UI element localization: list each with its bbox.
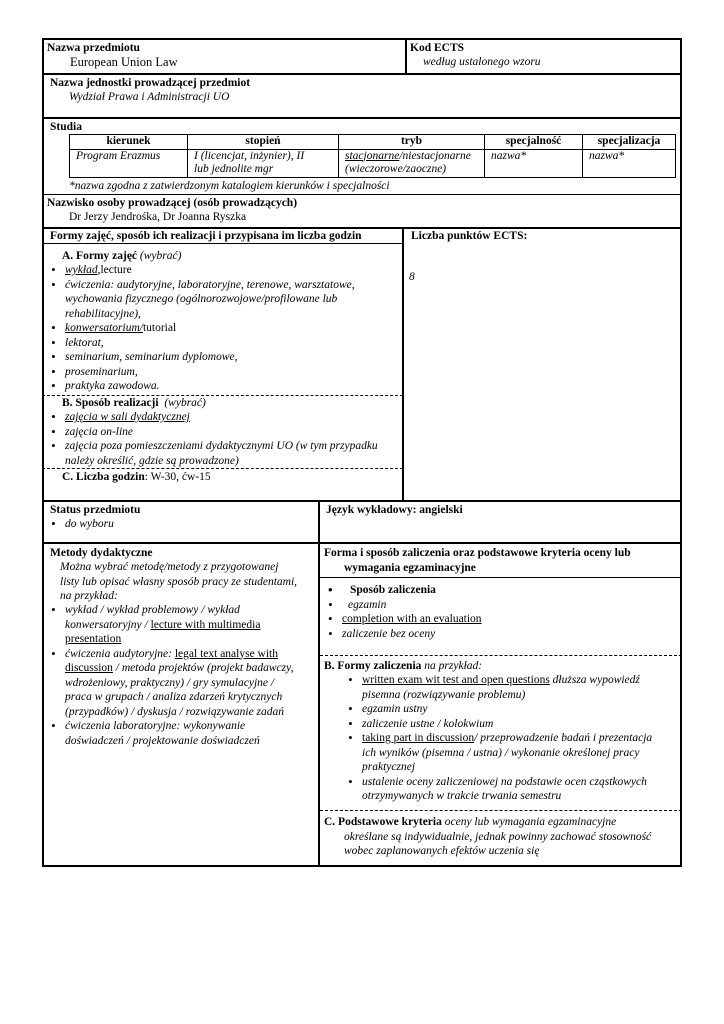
list-item: • seminarium, seminarium dyplomowe,	[47, 350, 397, 365]
list-item: • zajęcia on-line	[47, 425, 402, 440]
divider	[405, 38, 407, 74]
methods-list	[47, 603, 315, 748]
ects-points-label: Liczba punktów ECTS:	[411, 230, 528, 242]
studia-footnote: *nazwa zgodna z zatwierdzonym katalogiem kierunków i specjalności	[69, 180, 390, 192]
list-item: • wykład,lecture	[47, 263, 397, 278]
lecturers-value: Dr Jerzy Jendrośka, Dr Joanna Ryszka	[69, 211, 247, 223]
dashed-divider	[42, 468, 403, 469]
studia-label: Studia	[50, 121, 82, 133]
studia-table	[69, 134, 676, 178]
list-item: • ćwiczenia: audytoryjne, laboratoryjne, terenowe, warsztatowe, wychowania fizycznego (ogólnorozwojowe/profilowane lub rehabilitacyjne),	[47, 278, 397, 322]
divider	[42, 542, 682, 544]
assessment-b-list	[344, 673, 682, 804]
unit-value: Wydział Prawa i Administracji UO	[69, 91, 230, 103]
language-label: Język wykładowy: angielski	[326, 504, 463, 516]
list-item: • proseminarium,	[47, 365, 397, 380]
forms-a-title: A. Formy zajęć (wybrać)	[62, 250, 182, 262]
list-item: • taking part in discussion/ przeprowadzenie badań i prezentacja ich wyników (pisemna / ustna) / wykonanie określonej pracy praktycznej	[344, 731, 682, 775]
status-label: Status przedmiotu	[50, 504, 141, 516]
cell-specjalnosc: nazwa*	[485, 149, 583, 177]
forms-b-list	[47, 410, 402, 468]
list-item: • egzamin	[324, 598, 679, 613]
list-item: • praktyka zawodowa.	[47, 379, 397, 394]
forms-a-list	[47, 263, 397, 394]
list-item: • zaliczenie bez oceny	[324, 627, 679, 642]
subject-label: Nazwa przedmiotu	[47, 42, 140, 54]
list-item: • completion with an evaluation	[324, 612, 679, 627]
divider	[42, 194, 682, 195]
list-item: • ćwiczenia laboratoryjne: wykonywanie doświadczeń / projektowanie doświadczeń	[47, 719, 315, 748]
divider	[402, 227, 404, 501]
methods-intro: Można wybrać metodę/metody z przygotowanej listy lub opisać własny sposób pracy ze studentami, na przykład:	[60, 561, 298, 602]
list-item: • lektorat,	[47, 336, 397, 351]
col-kierunek: kierunek	[70, 135, 188, 150]
cell-specjalizacja: nazwa*	[583, 149, 676, 177]
dashed-divider	[320, 655, 682, 656]
col-tryb: tryb	[339, 135, 485, 150]
col-specjalnosc: specjalność	[485, 135, 583, 150]
divider	[318, 500, 320, 867]
forms-c-hours: C. Liczba godzin: W-30, ćw-15	[62, 471, 211, 483]
cell-stopien: I (licencjat, inżynier), II lub jednolite mgr	[188, 149, 339, 177]
list-item: • zajęcia w sali dydaktycznej	[47, 410, 402, 425]
subject-value: European Union Law	[70, 55, 178, 69]
unit-label: Nazwa jednostki prowadzącej przedmiot	[50, 77, 251, 89]
list-item: • egzamin ustny	[344, 702, 682, 717]
status-list	[47, 517, 307, 532]
lecturers-label: Nazwisko osoby prowadzącej (osób prowadzących)	[47, 197, 298, 209]
cell-kierunek: Program Erazmus	[70, 149, 188, 177]
assessment-a-list	[324, 583, 679, 641]
ects-code-value: według ustalonego wzoru	[423, 56, 541, 68]
ects-code-label: Kod ECTS	[410, 42, 465, 54]
col-specjalizacja: specjalizacja	[583, 135, 676, 150]
list-item: • zaliczenie ustne / kolokwium	[344, 717, 682, 732]
dashed-divider	[320, 810, 682, 811]
assessment-c: C. Podstawowe kryteria oceny lub wymagania egzaminacyjne określane są indywidualnie, jednak powinny zachować stosowność wobec zaplanowanych efektów uczenia się	[324, 816, 652, 857]
assessment-b-title: B. Formy zaliczenia na przykład:	[324, 660, 483, 672]
list-item: • zajęcia poza pomieszczeniami dydaktycznymi UO (w tym przypadku należy określić, gdzie są prowadzone)	[47, 439, 402, 468]
col-stopien: stopień	[188, 135, 339, 150]
divider	[42, 73, 682, 75]
ects-points-value: 8	[409, 271, 415, 283]
list-item: • written exam wit test and open questions dłuższa wypowiedź pisemna (rozwiązywanie problemu)	[344, 673, 682, 702]
list-item: • ćwiczenia audytoryjne: legal text analyse with discussion / metoda projektów (projekt badawczy, wdrożeniowy, praktyczny) / gry symulacyjne / praca w grupach / analiza zdarzeń krytycznych (przypadków) / dyskusja / rozwiązywanie zadań	[47, 647, 315, 720]
divider	[42, 500, 682, 502]
list-item: • wykład / wykład problemowy / wykład konwersatoryjny / lecture with multimedia presentation	[47, 603, 315, 647]
divider	[320, 577, 682, 578]
methods-label: Metody dydaktyczne	[50, 547, 153, 559]
list-item: • Sposób zaliczenia	[324, 583, 679, 598]
forms-heading: Formy zajęć, sposób ich realizacji i przypisana im liczba godzin	[50, 230, 362, 242]
list-item: • konwersatorium/tutorial	[47, 321, 397, 336]
list-item: • ustalenie oceny zaliczeniowej na podstawie ocen cząstkowych otrzymywanych w trakcie trwania semestru	[344, 775, 682, 804]
assessment-label: Forma i sposób zaliczenia oraz podstawowe kryteria oceny lub wymagania egzaminacyjne	[324, 547, 631, 574]
cell-tryb: stacjonarne/niestacjonarne (wieczorowe/zaoczne)	[339, 149, 485, 177]
divider	[42, 117, 682, 119]
list-item: • do wyboru	[47, 517, 307, 532]
forms-b-title: B. Sposób realizacji (wybrać)	[62, 397, 206, 409]
